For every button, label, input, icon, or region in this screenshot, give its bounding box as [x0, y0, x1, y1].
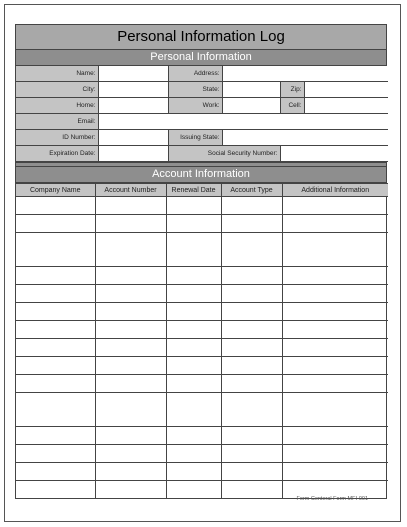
account-number-cell[interactable] [95, 267, 166, 285]
company-name-cell[interactable] [16, 215, 95, 233]
table-row [16, 197, 388, 215]
company-name-cell[interactable] [16, 285, 95, 303]
email-label: Email: [16, 114, 98, 130]
personal-information-header: Personal Information [16, 50, 386, 66]
table-row [16, 215, 388, 233]
table-row [16, 393, 388, 427]
additional-information-cell[interactable] [282, 339, 388, 357]
cell-phone-label: Cell: [280, 98, 304, 114]
company-name-cell[interactable] [16, 481, 95, 499]
account-number-cell[interactable] [95, 233, 166, 267]
issuing-state-label: Issuing State: [168, 130, 222, 146]
account-type-cell[interactable] [221, 267, 282, 285]
table-row [16, 303, 388, 321]
account-number-cell[interactable] [95, 463, 166, 481]
name-label: Name: [16, 66, 98, 82]
account-information-table [16, 183, 388, 498]
account-type-cell[interactable] [221, 357, 282, 375]
company-name-cell[interactable] [16, 321, 95, 339]
account-number-cell[interactable] [95, 321, 166, 339]
account-type-cell[interactable] [221, 197, 282, 215]
company-name-cell[interactable] [16, 445, 95, 463]
additional-information-cell[interactable] [282, 321, 388, 339]
additional-information-cell[interactable] [282, 463, 388, 481]
account-number-cell[interactable] [95, 393, 166, 427]
account-type-cell[interactable] [221, 445, 282, 463]
company-name-cell[interactable] [16, 393, 95, 427]
renewal-date-cell[interactable] [166, 445, 221, 463]
account-information-header: Account Information [16, 167, 386, 183]
company-name-cell[interactable] [16, 197, 95, 215]
company-name-cell[interactable] [16, 303, 95, 321]
city-field[interactable] [98, 82, 168, 98]
table-row [16, 285, 388, 303]
renewal-date-cell[interactable] [166, 393, 221, 427]
renewal-date-header: Renewal Date [166, 184, 221, 197]
form-footer: Form Centeral Form MFI-001 [296, 496, 368, 502]
home-phone-field[interactable] [98, 98, 168, 114]
state-label: State: [168, 82, 222, 98]
additional-information-cell[interactable] [282, 445, 388, 463]
account-number-cell[interactable] [95, 375, 166, 393]
renewal-date-cell[interactable] [166, 197, 221, 215]
account-type-cell[interactable] [221, 375, 282, 393]
renewal-date-cell[interactable] [166, 303, 221, 321]
account-type-cell[interactable] [221, 393, 282, 427]
additional-information-cell[interactable] [282, 197, 388, 215]
address-field[interactable] [222, 66, 388, 82]
ssn-label: Social Security Number: [168, 146, 280, 162]
company-name-cell[interactable] [16, 427, 95, 445]
account-number-cell[interactable] [95, 339, 166, 357]
company-name-cell[interactable] [16, 339, 95, 357]
account-type-cell[interactable] [221, 215, 282, 233]
account-type-cell[interactable] [221, 339, 282, 357]
account-number-cell[interactable] [95, 445, 166, 463]
account-rows [16, 197, 388, 499]
renewal-date-cell[interactable] [166, 321, 221, 339]
additional-information-cell[interactable] [282, 233, 388, 267]
company-name-cell[interactable] [16, 267, 95, 285]
table-row [16, 427, 388, 445]
account-number-cell[interactable] [95, 357, 166, 375]
form-page [4, 4, 401, 522]
additional-information-cell[interactable] [282, 285, 388, 303]
renewal-date-cell[interactable] [166, 463, 221, 481]
personal-information-table [16, 66, 388, 162]
email-field[interactable] [98, 114, 388, 130]
account-number-cell[interactable] [95, 481, 166, 499]
renewal-date-cell[interactable] [166, 233, 221, 267]
account-type-cell[interactable] [221, 321, 282, 339]
work-phone-label: Work: [168, 98, 222, 114]
state-field[interactable] [222, 82, 280, 98]
id-number-field[interactable] [98, 130, 168, 146]
renewal-date-cell[interactable] [166, 215, 221, 233]
table-row [16, 339, 388, 357]
table-row [16, 375, 388, 393]
id-number-label: ID Number: [16, 130, 98, 146]
address-label: Address: [168, 66, 222, 82]
account-number-header: Account Number [95, 184, 166, 197]
additional-information-cell[interactable] [282, 393, 388, 427]
account-type-cell[interactable] [221, 481, 282, 499]
table-row [16, 463, 388, 481]
personal-information-log-form [15, 24, 387, 499]
additional-information-cell[interactable] [282, 375, 388, 393]
additional-information-cell[interactable] [282, 427, 388, 445]
table-row [16, 445, 388, 463]
account-type-cell[interactable] [221, 285, 282, 303]
additional-information-header: Additional Information [282, 184, 388, 197]
zip-field[interactable] [304, 82, 388, 98]
company-name-cell[interactable] [16, 463, 95, 481]
company-name-cell[interactable] [16, 357, 95, 375]
account-type-cell[interactable] [221, 427, 282, 445]
company-name-cell[interactable] [16, 233, 95, 267]
account-type-cell[interactable] [221, 303, 282, 321]
additional-information-cell[interactable] [282, 303, 388, 321]
account-number-cell[interactable] [95, 215, 166, 233]
account-number-cell[interactable] [95, 427, 166, 445]
table-row [16, 357, 388, 375]
table-row [16, 267, 388, 285]
renewal-date-cell[interactable] [166, 427, 221, 445]
work-phone-field[interactable] [222, 98, 280, 114]
city-label: City: [16, 82, 98, 98]
company-name-header: Company Name [16, 184, 95, 197]
company-name-cell[interactable] [16, 375, 95, 393]
form-title: Personal Information Log [16, 25, 386, 50]
additional-information-cell[interactable] [282, 267, 388, 285]
additional-information-cell[interactable] [282, 357, 388, 375]
table-row [16, 321, 388, 339]
name-field[interactable] [98, 66, 168, 82]
home-phone-label: Home: [16, 98, 98, 114]
renewal-date-cell[interactable] [166, 481, 221, 499]
renewal-date-cell[interactable] [166, 375, 221, 393]
expiration-date-label: Expiration Date: [16, 146, 98, 162]
issuing-state-field[interactable] [222, 130, 388, 146]
zip-label: Zip: [280, 82, 304, 98]
renewal-date-cell[interactable] [166, 339, 221, 357]
additional-information-cell[interactable] [282, 215, 388, 233]
ssn-field[interactable] [280, 146, 388, 162]
account-type-cell[interactable] [221, 233, 282, 267]
account-number-cell[interactable] [95, 303, 166, 321]
account-number-cell[interactable] [95, 285, 166, 303]
cell-phone-field[interactable] [304, 98, 388, 114]
table-row [16, 233, 388, 267]
account-number-cell[interactable] [95, 197, 166, 215]
account-type-cell[interactable] [221, 463, 282, 481]
renewal-date-cell[interactable] [166, 267, 221, 285]
expiration-date-field[interactable] [98, 146, 168, 162]
account-type-header: Account Type [221, 184, 282, 197]
renewal-date-cell[interactable] [166, 357, 221, 375]
renewal-date-cell[interactable] [166, 285, 221, 303]
